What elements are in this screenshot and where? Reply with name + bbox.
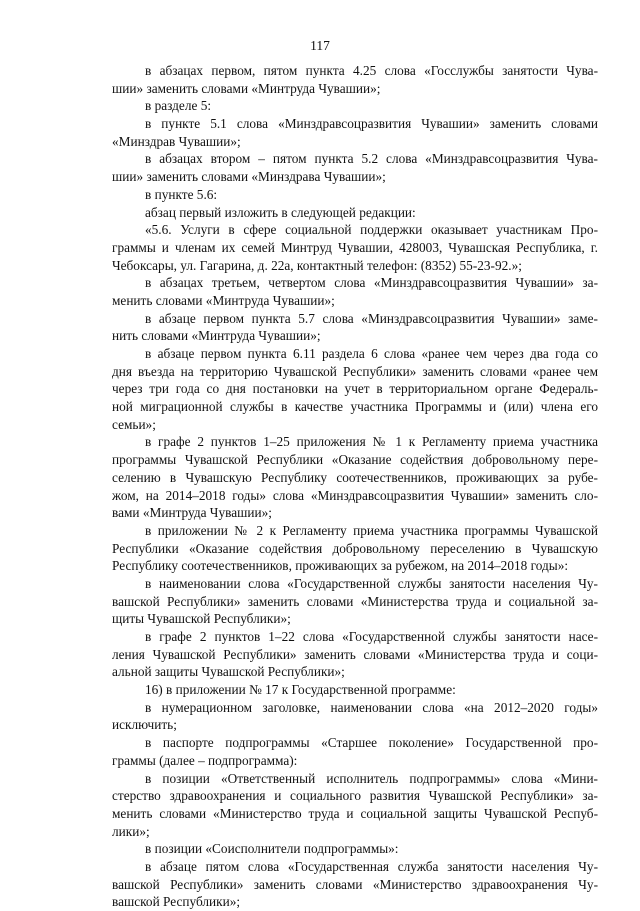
text-line: жом, на 2014–2018 годы» слова «Минздравсоцразвития Чувашии» заменить сло- (112, 487, 598, 503)
text-line: в графе 2 пунктов 1–25 приложения № 1 к Регламенту приема участника (145, 434, 598, 450)
text-line: в разделе 5: (145, 98, 212, 114)
text-line: вами «Минтруда Чувашии»; (112, 505, 272, 521)
text-line: шии» заменить словами «Минздрава Чувашии»; (112, 169, 386, 185)
text-line: менить словами «Минтруда Чувашии»; (112, 292, 335, 308)
text-line: 16) в приложении № 17 к Государственной программе: (145, 682, 456, 698)
text-line: в позиции «Ответственный исполнитель подпрограммы» слова «Мини- (145, 770, 598, 786)
text-line: в наименовании слова «Государственной службы занятости населения Чу- (145, 575, 598, 591)
text-line: Чебоксары, ул. Гагарина, д. 22а, контактный телефон: (8352) 55-23-92.»; (112, 257, 522, 273)
text-line: «5.6. Услуги в сфере социальной поддержки оказывает участникам Про- (145, 222, 598, 238)
text-line: в паспорте подпрограммы «Старшее поколение» Государственной про- (145, 735, 598, 751)
text-line: в абзацах третьем, четвертом слова «Минздравсоцразвития Чувашии» за- (145, 275, 598, 291)
text-line: вашской Республики»; (112, 894, 241, 910)
text-line: стерство здравоохранения и социального развития Чувашской Республики» за- (112, 788, 598, 804)
text-line: лики»; (112, 823, 150, 839)
text-line: Республики «Оказание содействия добровольному переселению в Чувашскую (112, 540, 598, 556)
text-line: программы Чувашской Республики «Оказание содействия добровольному пере- (112, 452, 598, 468)
text-line: дня въезда на территорию Чувашской Республики» заменить словами «ранее чем (112, 363, 598, 379)
text-line: ной миграционной службы в качестве участника Программы и (или) члена его (112, 399, 598, 415)
text-line: вашской Республики» заменить словами «Министерства труда и социальной за- (112, 593, 598, 609)
text-line: в нумерационном заголовке, наименовании слова «на 2012–2020 годы» (145, 699, 598, 715)
text-line: в абзаце пятом слова «Государственная служба занятости населения Чу- (145, 858, 598, 874)
text-line: вашской Республики» заменить словами «Министерство здравоохранения Чу- (112, 876, 598, 892)
text-line: через три года со дня постановки на учет в территориальном органе Федераль- (112, 381, 598, 397)
text-line: «Минздрав Чувашии»; (112, 133, 241, 149)
text-line: в абзаце первом пункта 5.7 слова «Минздравсоцразвития Чувашии» заме- (145, 310, 598, 326)
text-line: исключить; (112, 717, 177, 733)
text-line: граммы (далее – подпрограмма): (112, 752, 298, 768)
page-number: 117 (310, 38, 330, 53)
text-line: семьи»; (112, 416, 156, 432)
text-line: в абзацах втором – пятом пункта 5.2 слова «Минздравсоцразвития Чува- (145, 151, 598, 167)
text-line: в абзаце первом пункта 6.11 раздела 6 слова «ранее чем через два года со (145, 346, 598, 361)
text-line: Республику соотечественников, проживающих за рубежом, на 2014–2018 годы»: (112, 558, 569, 574)
text-line: граммы и членам их семей Минтруд Чувашии, 428003, Чувашская Республика, г. (112, 239, 598, 255)
text-line: нить словами «Минтруда Чувашии»; (112, 328, 321, 344)
text-line: в пункте 5.1 слова «Минздравсоцразвития Чувашии» заменить словами (145, 116, 598, 132)
text-line: в позиции «Соисполнители подпрограммы»: (145, 841, 399, 857)
text-line: в графе 2 пунктов 1–22 слова «Государственной службы занятости насе- (145, 629, 598, 644)
text-line: альной защиты Чувашской Республики»; (112, 664, 345, 680)
text-line: абзац первый изложить в следующей редакции: (145, 204, 416, 220)
text-line: в пункте 5.6: (145, 186, 218, 202)
document-body-text (112, 62, 598, 911)
text-line: ления Чувашской Республики» заменить словами «Министерства труда и соци- (112, 646, 598, 662)
text-line: селению в Чувашскую Республику соотечественников, проживающих за рубе- (112, 469, 598, 485)
text-line: в абзацах первом, пятом пункта 4.25 слова «Госслужбы занятости Чува- (145, 63, 598, 78)
text-line: менить словами «Министерство труда и социальной защиты Чувашской Респуб- (112, 805, 598, 821)
text-line: щиты Чувашской Республики»; (112, 611, 291, 627)
text-line: шии» заменить словами «Минтруда Чувашии»; (112, 80, 381, 96)
text-line: в приложении № 2 к Регламенту приема участника программы Чувашской (145, 522, 598, 538)
